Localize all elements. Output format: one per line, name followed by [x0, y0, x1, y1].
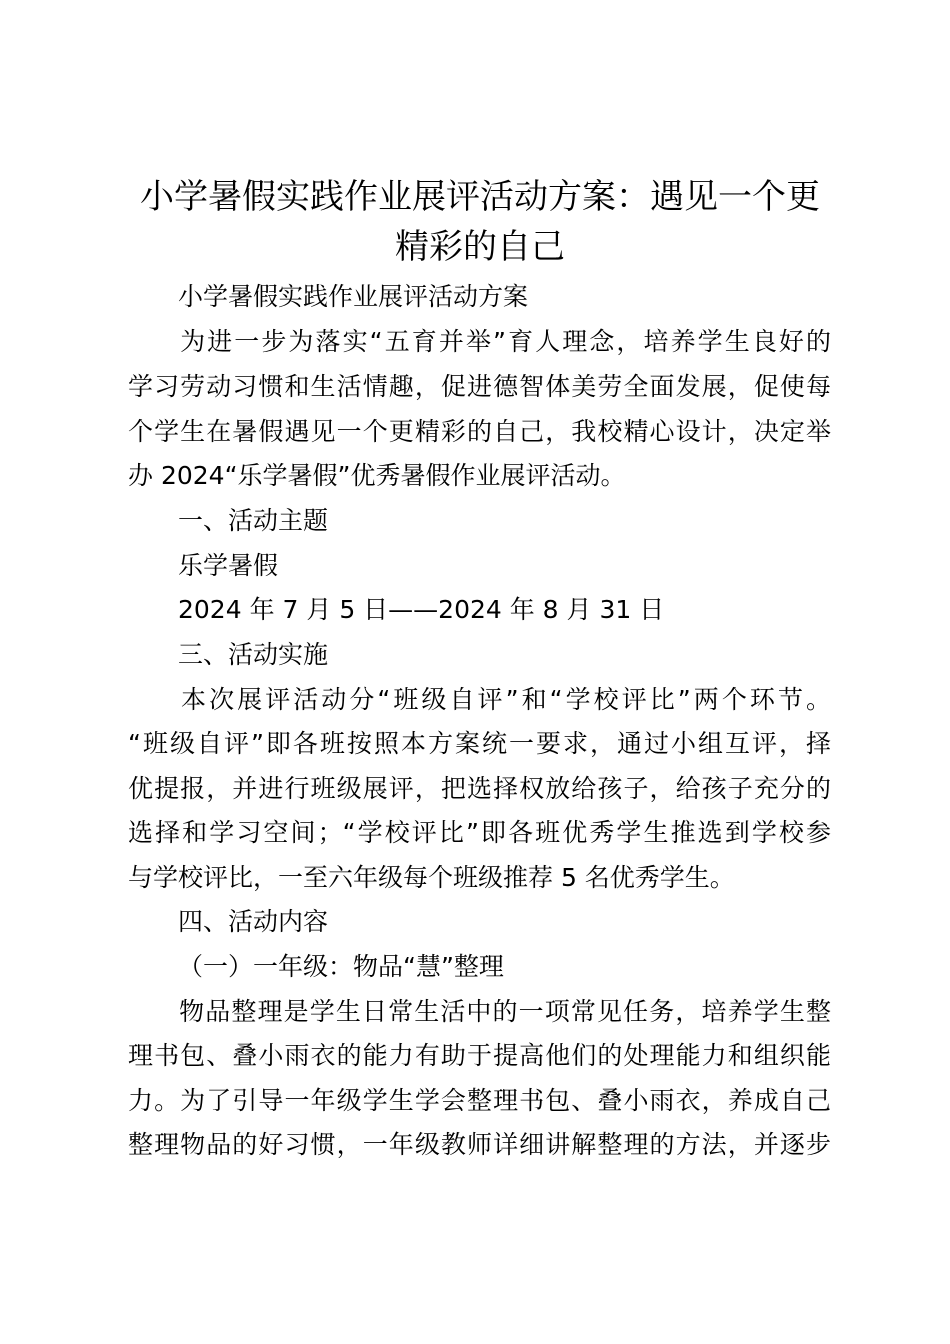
subsection-1-line-1: 物品整理是学生日常生活中的一项常见任务，培养学生整	[178, 997, 831, 1026]
section-3-line-5: 与学校评比，一至六年级每个班级推荐 5 名优秀学生。	[128, 863, 735, 892]
intro-line-3: 个学生在暑假遇见一个更精彩的自己，我校精心设计，决定举	[128, 417, 831, 446]
subsection-1-first-line	[128, 994, 831, 1030]
intro-line-1: 为进一步为落实“五育并举”育人理念，培养学生良好的	[178, 327, 831, 356]
section-3-line-3: 优提报，并进行班级展评，把选择权放给孩子，给孩子充分的	[128, 774, 831, 803]
subsection-1-heading: （一）一年级：物品“慧”整理	[178, 952, 504, 981]
intro-first-line	[128, 324, 831, 360]
section-3-line-4: 选择和学习空间；“学校评比”即各班优秀学生推选到学校参	[128, 818, 831, 847]
section-3-heading: 三、活动实施	[178, 640, 329, 669]
subsection-1-line-2: 理书包、叠小雨衣的能力有助于提高他们的处理能力和组织能	[128, 1041, 831, 1070]
subsection-1-line-4: 整理物品的好习惯，一年级教师详细讲解整理的方法，并逐步	[128, 1130, 831, 1159]
intro-line-2: 学习劳动习惯和生活情趣，促进德智体美劳全面发展，促使每	[128, 372, 831, 401]
section-4-heading: 四、活动内容	[178, 907, 329, 936]
subsection-1-line-3: 力。为了引导一年级学生学会整理书包、叠小雨衣，养成自己	[128, 1086, 831, 1115]
section-1-heading: 一、活动主题	[178, 506, 329, 535]
section-3-line-1: 本次展评活动分“班级自评”和“学校评比”两个环节。	[178, 685, 831, 714]
section-1-body: 乐学暑假	[178, 551, 279, 580]
document-title-line-1: 小学暑假实践作业展评活动方案：遇见一个更	[140, 177, 820, 217]
document-title-line-2: 精彩的自己	[395, 227, 565, 267]
section-3-line-2: “班级自评”即各班按照本方案统一要求，通过小组互评，择	[128, 729, 831, 758]
intro-line-4: 办 2024“乐学暑假”优秀暑假作业展评活动。	[128, 461, 626, 490]
document-subtitle: 小学暑假实践作业展评活动方案	[178, 282, 529, 311]
section-3-first-line	[128, 682, 831, 718]
date-range: 2024 年 7 月 5 日——2024 年 8 月 31 日	[178, 595, 665, 624]
